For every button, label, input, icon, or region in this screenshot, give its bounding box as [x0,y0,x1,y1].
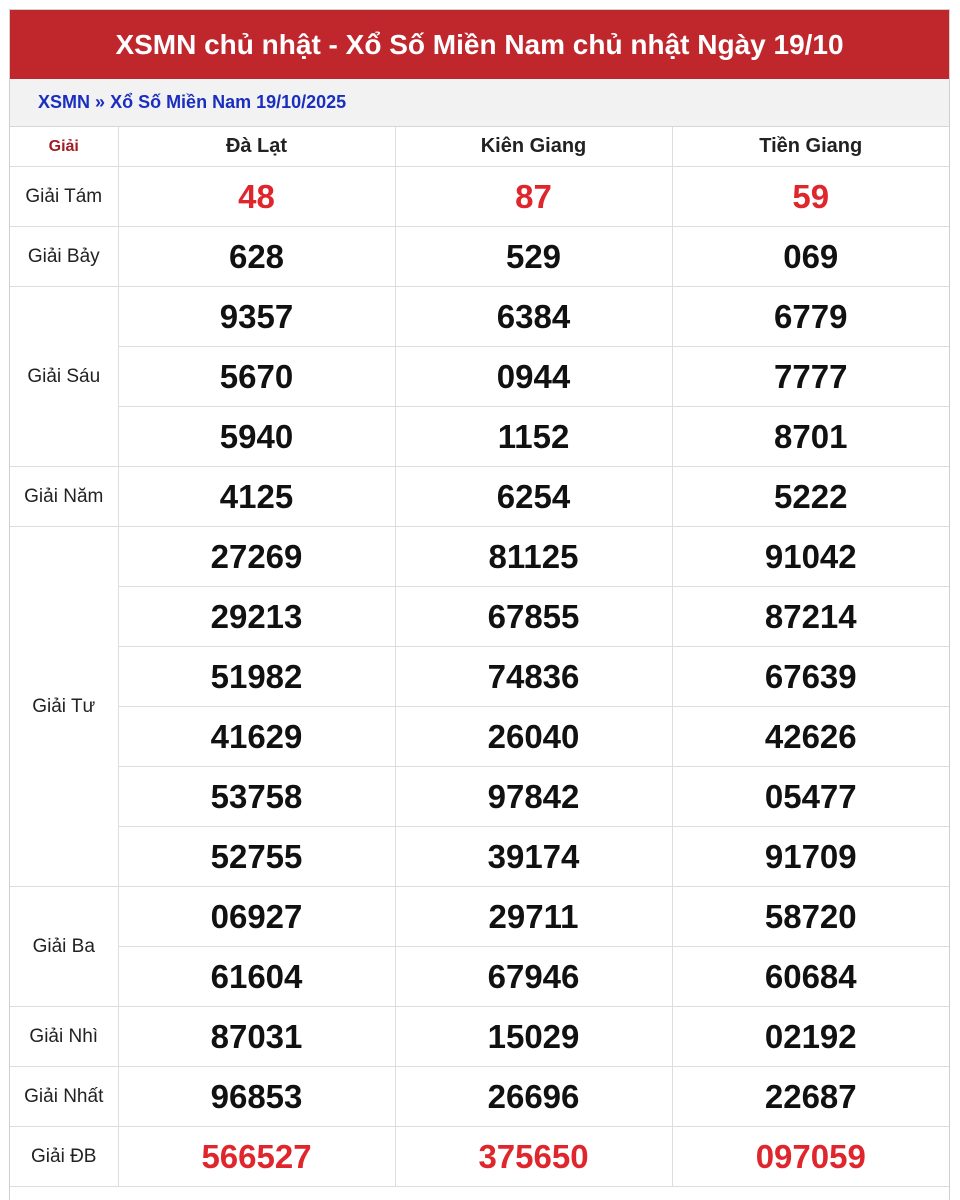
table-row [10,347,949,407]
result-number: 5670 [118,347,395,407]
result-number: 61604 [118,947,395,1007]
results-body [10,167,949,1187]
prize-label: Giải Nhất [10,1067,118,1127]
result-number: 4125 [118,467,395,527]
page-title: XSMN chủ nhật - Xổ Số Miền Nam chủ nhật Ngày 19/10 [10,10,949,79]
result-number: 05477 [672,767,949,827]
result-number: 26696 [395,1067,672,1127]
province-header-tien-giang: Tiền Giang [672,127,949,167]
table-row [10,227,949,287]
table-row [10,1067,949,1127]
result-number: 97842 [395,767,672,827]
prize-label: Giải Tám [10,167,118,227]
result-number: 529 [395,227,672,287]
table-row [10,947,949,1007]
breadcrumb-home-link[interactable]: XSMN [38,92,91,112]
prize-label: Giải Ba [10,887,118,1007]
table-row [10,767,949,827]
table-row [10,527,949,587]
result-number: 51982 [118,647,395,707]
result-number: 67639 [672,647,949,707]
result-number: 06927 [118,887,395,947]
province-header-da-lat: Đà Lạt [118,127,395,167]
prize-label: Giải Năm [10,467,118,527]
prize-column-header: Giải [10,127,118,167]
result-number: 91042 [672,527,949,587]
result-number: 29711 [395,887,672,947]
table-row [10,467,949,527]
result-number: 60684 [672,947,949,1007]
table-row [10,827,949,887]
result-number: 29213 [118,587,395,647]
result-number: 628 [118,227,395,287]
province-header-kien-giang: Kiên Giang [395,127,672,167]
result-number: 67946 [395,947,672,1007]
result-number: 67855 [395,587,672,647]
result-number: 0944 [395,347,672,407]
result-number: 39174 [395,827,672,887]
result-number: 41629 [118,707,395,767]
result-number: 566527 [118,1127,395,1187]
prize-label: Giải Sáu [10,287,118,467]
result-number: 22687 [672,1067,949,1127]
prize-label: Giải Tư [10,527,118,887]
results-panel [9,9,950,1200]
result-number: 87214 [672,587,949,647]
result-number: 6384 [395,287,672,347]
table-row [10,1007,949,1067]
prize-label: Giải Nhì [10,1007,118,1067]
result-number: 9357 [118,287,395,347]
table-row [10,1127,949,1187]
result-number: 52755 [118,827,395,887]
table-row [10,647,949,707]
breadcrumb [10,79,949,127]
result-number: 5940 [118,407,395,467]
results-table [10,127,949,1187]
result-number: 6254 [395,467,672,527]
table-row [10,707,949,767]
result-number: 87031 [118,1007,395,1067]
breadcrumb-separator: » [95,92,106,112]
result-number: 5222 [672,467,949,527]
result-number: 375650 [395,1127,672,1187]
result-number: 59 [672,167,949,227]
result-number: 42626 [672,707,949,767]
result-number: 02192 [672,1007,949,1067]
result-number: 48 [118,167,395,227]
table-row [10,887,949,947]
result-number: 58720 [672,887,949,947]
table-row [10,587,949,647]
result-number: 96853 [118,1067,395,1127]
result-number: 097059 [672,1127,949,1187]
breadcrumb-current-link[interactable]: Xổ Số Miền Nam 19/10/2025 [110,92,347,112]
result-number: 8701 [672,407,949,467]
table-header-row [10,127,949,167]
result-number: 069 [672,227,949,287]
result-number: 27269 [118,527,395,587]
result-number: 7777 [672,347,949,407]
result-number: 87 [395,167,672,227]
prize-label: Giải ĐB [10,1127,118,1187]
result-number: 53758 [118,767,395,827]
table-row [10,167,949,227]
table-row [10,407,949,467]
result-number: 1152 [395,407,672,467]
table-row [10,287,949,347]
result-number: 81125 [395,527,672,587]
result-number: 91709 [672,827,949,887]
prize-label: Giải Bảy [10,227,118,287]
result-number: 74836 [395,647,672,707]
result-number: 6779 [672,287,949,347]
result-number: 15029 [395,1007,672,1067]
result-number: 26040 [395,707,672,767]
